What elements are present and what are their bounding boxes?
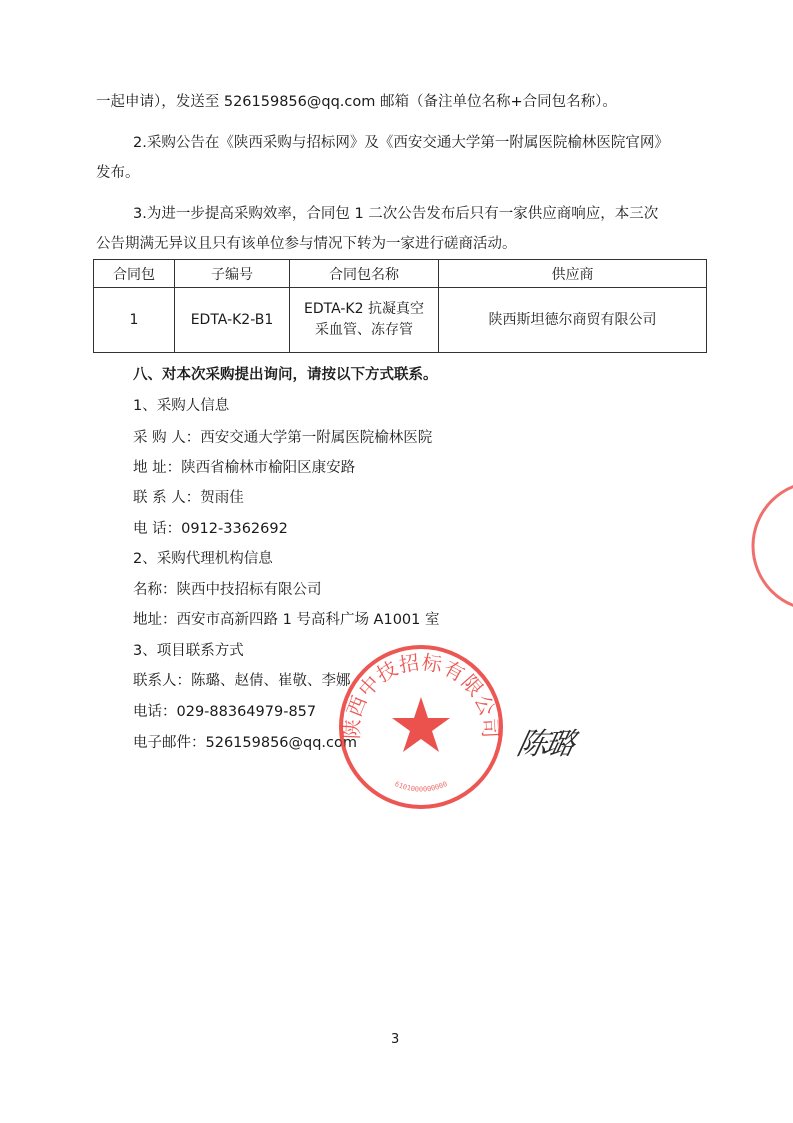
cell-package-name [290,288,439,353]
company-seal [336,642,506,812]
purchaser-phone: 电 话：0912-3362692 [133,521,288,537]
intro-line-1: 一起申请），发送至 526159856@qq.com 邮箱（备注单位名称+合同包名称）。 [96,94,617,110]
purchaser-address: 地 址：陕西省榆林市榆阳区康安路 [133,460,356,476]
project-contacts: 联系人：陈璐、赵倩、崔敬、李娜 [133,673,351,689]
seal-text: 陕西中技招标有限公司 [339,649,503,740]
header-sub-code: 子编号 [175,260,290,288]
signature: 陈璐 [513,727,575,762]
agency-name: 名称：陕西中技招标有限公司 [133,582,322,598]
header-package: 合同包 [94,260,175,288]
project-heading: 3、项目联系方式 [133,643,244,659]
project-phone: 电话：029-88364979-857 [133,704,317,720]
cell-supplier: 陕西斯坦德尔商贸有限公司 [439,288,707,353]
table-row [94,288,707,353]
cell-package: 1 [94,288,175,353]
table-header-row [94,260,707,288]
purchaser-heading: 1、采购人信息 [133,398,230,414]
cell-package-name-line-1: EDTA-K2 抗凝真空 [304,301,424,317]
partial-side-seal [733,478,793,614]
header-supplier: 供应商 [439,260,707,288]
contract-table [93,259,707,353]
purchaser-contact: 联 系 人：贺雨佳 [133,490,244,506]
project-email: 电子邮件：526159856@qq.com [133,735,358,751]
section-8-title: 八、对本次采购提出询问，请按以下方式联系。 [133,367,438,383]
cell-sub-code: EDTA-K2-B1 [175,288,290,353]
star-icon [392,697,450,752]
agency-heading: 2、采购代理机构信息 [133,551,273,567]
item-3-line-1: 3.为进一步提高采购效率，合同包 1 二次公告发布后只有一家供应商响应，本三次 [133,206,659,222]
header-package-name: 合同包名称 [290,260,439,288]
side-seal-ring [753,482,793,610]
seal-number: 6101000000000 [393,780,449,794]
item-3-line-2: 公告期满无异议且只有该单位参与情况下转为一家进行磋商活动。 [96,236,517,252]
agency-address: 地址：西安市高新四路 1 号高科广场 A1001 室 [133,612,440,628]
page-number: 3 [391,1032,400,1047]
item-2-line-2: 发布。 [96,165,140,181]
purchaser-name: 采 购 人：西安交通大学第一附属医院榆林医院 [133,430,433,446]
cell-package-name-line-2: 采血管、冻存管 [315,322,413,338]
item-2-line-1: 2.采购公告在《陕西采购与招标网》及《西安交通大学第一附属医院榆林医院官网》 [133,135,669,151]
